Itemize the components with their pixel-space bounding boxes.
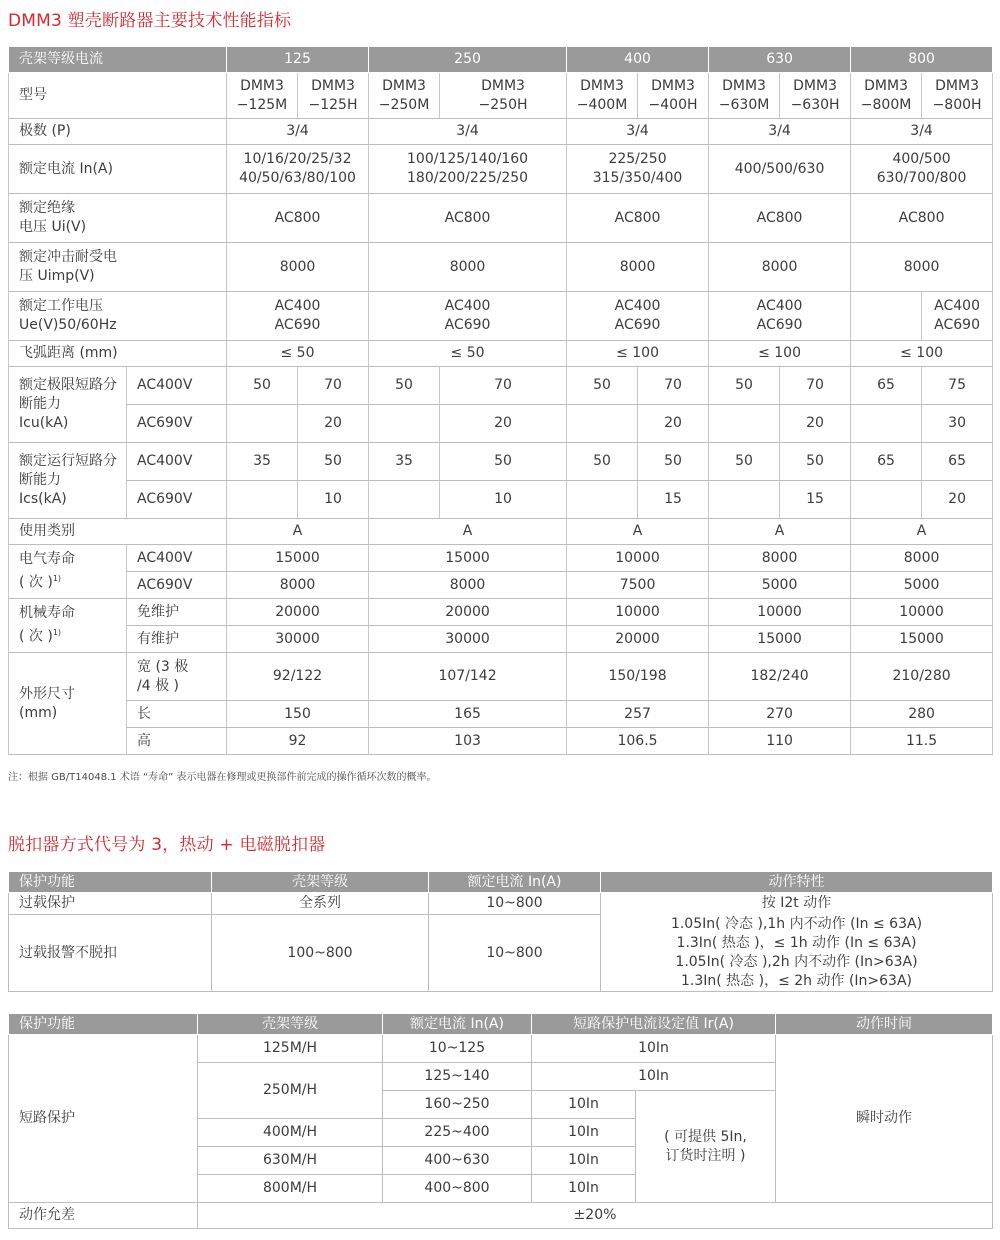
mechanical-life-footnote: 1) bbox=[52, 628, 62, 638]
t3-header-setting: 短路保护电流设定值 Ir(A) bbox=[532, 1014, 776, 1035]
t3-header-current: 额定电流 In(A) bbox=[383, 1014, 532, 1035]
empty-cell bbox=[851, 292, 922, 341]
model-cell: DMM3 −630M bbox=[709, 73, 780, 119]
category-cell: A bbox=[851, 519, 993, 545]
arc-distance-cell: ≤ 50 bbox=[227, 341, 369, 367]
empty-cell bbox=[851, 481, 922, 519]
icu-cell: 70 bbox=[298, 367, 369, 405]
overload-frame: 全系列 bbox=[212, 893, 429, 915]
frame-250: 250 bbox=[369, 47, 567, 73]
t3-header-function: 保护功能 bbox=[9, 1014, 198, 1035]
frame-630: 630 bbox=[709, 47, 851, 73]
poles-cell: 3/4 bbox=[709, 119, 851, 145]
impulse-voltage-label: 额定冲击耐受电 压 Uimp(V) bbox=[9, 243, 227, 292]
operating-voltage-label: 额定工作电压 Ue(V)50/60Hz bbox=[9, 292, 227, 341]
t2-header-current: 额定电流 In(A) bbox=[429, 872, 601, 893]
sc-setting: 10In bbox=[532, 1175, 636, 1203]
ics-cell: 65 bbox=[851, 443, 922, 481]
sc-current: 160~250 bbox=[383, 1091, 532, 1119]
sc-setting: 10In bbox=[532, 1119, 636, 1147]
ics-cell: 10 bbox=[440, 481, 567, 519]
elife-cell: 8000 bbox=[369, 572, 567, 599]
model-cell: DMM3 −800M bbox=[851, 73, 922, 119]
icu-cell: 20 bbox=[780, 405, 851, 443]
impulse-voltage-cell: 8000 bbox=[851, 243, 993, 292]
ics-cell: 35 bbox=[227, 443, 298, 481]
tolerance-label: 动作允差 bbox=[9, 1203, 198, 1229]
elife-voltage-690: AC690V bbox=[127, 572, 227, 599]
overload-characteristic: 按 I2t 动作 bbox=[601, 893, 993, 915]
electrical-life-footnote: 1) bbox=[52, 574, 62, 584]
category-cell: A bbox=[567, 519, 709, 545]
ics-cell: 10 bbox=[298, 481, 369, 519]
mlife-cell: 15000 bbox=[709, 626, 851, 653]
poles-cell: 3/4 bbox=[567, 119, 709, 145]
ics-cell: 50 bbox=[567, 443, 638, 481]
char-line: 1.05In( 冷态 ),1h 内不动作 (In ≤ 63A) bbox=[670, 915, 923, 932]
dim-width-cell: 92/122 bbox=[227, 653, 369, 701]
rated-current-cell: 400/500/630 bbox=[709, 145, 851, 194]
icu-voltage-400: AC400V bbox=[127, 367, 227, 405]
alarm-current: 10~800 bbox=[429, 915, 601, 992]
mechanical-life-label bbox=[9, 599, 127, 653]
dim-length-cell: 270 bbox=[709, 701, 851, 728]
elife-cell: 8000 bbox=[227, 572, 369, 599]
mlife-maint-label: 有维护 bbox=[127, 626, 227, 653]
icu-cell: 30 bbox=[922, 405, 993, 443]
dim-height-cell: 92 bbox=[227, 728, 369, 755]
t2-header-frame: 壳架等级 bbox=[212, 872, 429, 893]
poles-cell: 3/4 bbox=[851, 119, 993, 145]
model-cell: DMM3 −250M bbox=[369, 73, 440, 119]
ics-cell: 50 bbox=[709, 443, 780, 481]
dim-width-cell: 150/198 bbox=[567, 653, 709, 701]
dim-height-cell: 11.5 bbox=[851, 728, 993, 755]
empty-cell bbox=[369, 481, 440, 519]
overload-label: 过载保护 bbox=[9, 893, 212, 915]
dim-length-cell: 150 bbox=[227, 701, 369, 728]
ics-label: 额定运行短路分 断能力 Ics(kA) bbox=[9, 443, 127, 519]
dim-width-label: 宽 (3 极 /4 极 ) bbox=[127, 653, 227, 701]
elife-cell: 15000 bbox=[227, 545, 369, 572]
insulation-voltage-cell: AC800 bbox=[227, 194, 369, 243]
frame-header: 壳架等级电流 bbox=[9, 47, 227, 73]
sc-current: 400~630 bbox=[383, 1147, 532, 1175]
ics-cell: 65 bbox=[922, 443, 993, 481]
ics-cell: 15 bbox=[780, 481, 851, 519]
trip-unit-title: 脱扣器方式代号为 3，热动 + 电磁脱扣器 bbox=[8, 835, 326, 855]
sc-current: 10~125 bbox=[383, 1035, 532, 1063]
sc-current: 400~800 bbox=[383, 1175, 532, 1203]
mlife-cell: 20000 bbox=[567, 626, 709, 653]
impulse-voltage-cell: 8000 bbox=[369, 243, 567, 292]
dim-height-cell: 103 bbox=[369, 728, 567, 755]
short-circuit-table bbox=[8, 1013, 993, 1229]
spec-table bbox=[8, 46, 993, 755]
alarm-frame: 100~800 bbox=[212, 915, 429, 992]
icu-cell: 70 bbox=[638, 367, 709, 405]
sc-current: 125~140 bbox=[383, 1063, 532, 1091]
dim-length-cell: 257 bbox=[567, 701, 709, 728]
mlife-free-label: 免维护 bbox=[127, 599, 227, 626]
dim-width-cell: 107/142 bbox=[369, 653, 567, 701]
dim-length-label: 长 bbox=[127, 701, 227, 728]
empty-cell bbox=[709, 481, 780, 519]
operating-voltage-cell: AC400 AC690 bbox=[709, 292, 851, 341]
elife-cell: 10000 bbox=[567, 545, 709, 572]
elife-cell: 5000 bbox=[709, 572, 851, 599]
ics-cell: 50 bbox=[440, 443, 567, 481]
empty-cell bbox=[227, 481, 298, 519]
insulation-voltage-cell: AC800 bbox=[567, 194, 709, 243]
category-cell: A bbox=[227, 519, 369, 545]
insulation-voltage-cell: AC800 bbox=[709, 194, 851, 243]
ics-cell: 35 bbox=[369, 443, 440, 481]
overload-current: 10~800 bbox=[429, 893, 601, 915]
operating-voltage-cell: AC400 AC690 bbox=[227, 292, 369, 341]
sc-option-note: ( 可提供 5In, 订货时注明 ) bbox=[636, 1091, 776, 1203]
icu-cell: 50 bbox=[567, 367, 638, 405]
operating-voltage-cell: AC400 AC690 bbox=[922, 292, 993, 341]
elife-cell: 8000 bbox=[709, 545, 851, 572]
ics-cell: 50 bbox=[298, 443, 369, 481]
arc-distance-label: 飞弧距离 (mm) bbox=[9, 341, 227, 367]
arc-distance-cell: ≤ 50 bbox=[369, 341, 567, 367]
sc-time: 瞬时动作 bbox=[776, 1035, 993, 1203]
mlife-cell: 10000 bbox=[709, 599, 851, 626]
impulse-voltage-cell: 8000 bbox=[709, 243, 851, 292]
poles-label: 极数 (P) bbox=[9, 119, 227, 145]
short-circuit-label: 短路保护 bbox=[9, 1035, 198, 1203]
sc-current: 225~400 bbox=[383, 1119, 532, 1147]
mechanical-life-text: 机械寿命 ( 次 ) bbox=[19, 605, 75, 645]
alarm-characteristic bbox=[601, 915, 993, 992]
dim-length-cell: 165 bbox=[369, 701, 567, 728]
alarm-label: 过载报警不脱扣 bbox=[9, 915, 212, 992]
poles-cell: 3/4 bbox=[369, 119, 567, 145]
icu-cell: 50 bbox=[227, 367, 298, 405]
model-cell: DMM3 −400H bbox=[638, 73, 709, 119]
sc-setting: 10In bbox=[532, 1147, 636, 1175]
ics-cell: 50 bbox=[780, 443, 851, 481]
mlife-cell: 20000 bbox=[227, 599, 369, 626]
icu-cell: 65 bbox=[851, 367, 922, 405]
category-cell: A bbox=[369, 519, 567, 545]
model-cell: DMM3 −630H bbox=[780, 73, 851, 119]
arc-distance-cell: ≤ 100 bbox=[709, 341, 851, 367]
dim-length-cell: 280 bbox=[851, 701, 993, 728]
operating-voltage-cell: AC400 AC690 bbox=[369, 292, 567, 341]
t2-header-function: 保护功能 bbox=[9, 872, 212, 893]
impulse-voltage-cell: 8000 bbox=[567, 243, 709, 292]
model-cell: DMM3 −800H bbox=[922, 73, 993, 119]
category-cell: A bbox=[709, 519, 851, 545]
sc-frame: 125M/H bbox=[198, 1035, 383, 1063]
frame-800: 800 bbox=[851, 47, 993, 73]
empty-cell bbox=[851, 405, 922, 443]
sc-frame: 800M/H bbox=[198, 1175, 383, 1203]
char-line: 1.3In( 热态 )，≤ 1h 动作 (In ≤ 63A) bbox=[676, 934, 917, 951]
icu-cell: 75 bbox=[922, 367, 993, 405]
icu-cell: 20 bbox=[638, 405, 709, 443]
electrical-life-label bbox=[9, 545, 127, 599]
model-label: 型号 bbox=[9, 73, 227, 119]
ics-cell: 15 bbox=[638, 481, 709, 519]
dim-width-cell: 210/280 bbox=[851, 653, 993, 701]
insulation-voltage-label: 额定绝缘 电压 Ui(V) bbox=[9, 194, 227, 243]
model-cell: DMM3 −125M bbox=[227, 73, 298, 119]
model-cell: DMM3 −400M bbox=[567, 73, 638, 119]
dim-height-cell: 106.5 bbox=[567, 728, 709, 755]
sc-frame: 400M/H bbox=[198, 1119, 383, 1147]
icu-cell: 20 bbox=[298, 405, 369, 443]
category-label: 使用类别 bbox=[9, 519, 227, 545]
ics-voltage-400: AC400V bbox=[127, 443, 227, 481]
elife-voltage-400: AC400V bbox=[127, 545, 227, 572]
model-cell: DMM3 −125H bbox=[298, 73, 369, 119]
frame-125: 125 bbox=[227, 47, 369, 73]
icu-cell: 20 bbox=[440, 405, 567, 443]
footnote: 注：根据 GB/T14048.1 术语 “寿命” 表示电器在修理或更换部件前完成的操作循环次数的概率。 bbox=[8, 772, 437, 783]
icu-cell: 70 bbox=[440, 367, 567, 405]
mlife-cell: 15000 bbox=[851, 626, 993, 653]
elife-cell: 15000 bbox=[369, 545, 567, 572]
ics-voltage-690: AC690V bbox=[127, 481, 227, 519]
rated-current-cell: 225/250 315/350/400 bbox=[567, 145, 709, 194]
arc-distance-cell: ≤ 100 bbox=[851, 341, 993, 367]
rated-current-cell: 10/16/20/25/32 40/50/63/80/100 bbox=[227, 145, 369, 194]
sc-setting: 10In bbox=[532, 1035, 776, 1063]
poles-cell: 3/4 bbox=[227, 119, 369, 145]
elife-cell: 8000 bbox=[851, 545, 993, 572]
sc-setting: 10In bbox=[532, 1091, 636, 1119]
empty-cell bbox=[567, 405, 638, 443]
t2-header-characteristic: 动作特性 bbox=[601, 872, 993, 893]
spec-title: DMM3 塑壳断路器主要技术性能指标 bbox=[8, 11, 292, 31]
rated-current-label: 额定电流 In(A) bbox=[9, 145, 227, 194]
frame-400: 400 bbox=[567, 47, 709, 73]
electrical-life-text: 电气寿命 ( 次 ) bbox=[19, 551, 75, 591]
mlife-cell: 10000 bbox=[567, 599, 709, 626]
elife-cell: 5000 bbox=[851, 572, 993, 599]
mlife-cell: 30000 bbox=[227, 626, 369, 653]
dim-height-cell: 110 bbox=[709, 728, 851, 755]
t3-header-time: 动作时间 bbox=[776, 1014, 993, 1035]
dim-height-label: 高 bbox=[127, 728, 227, 755]
icu-cell: 50 bbox=[369, 367, 440, 405]
icu-label: 额定极限短路分 断能力 Icu(kA) bbox=[9, 367, 127, 443]
char-line: 1.05In( 冷态 ),2h 内不动作 (In>63A) bbox=[675, 953, 918, 970]
t3-header-frame: 壳架等级 bbox=[198, 1014, 383, 1035]
icu-cell: 50 bbox=[709, 367, 780, 405]
char-line: 1.3In( 热态 )，≤ 2h 动作 (In>63A) bbox=[681, 972, 912, 989]
empty-cell bbox=[709, 405, 780, 443]
sc-frame: 250M/H bbox=[198, 1063, 383, 1119]
dim-width-cell: 182/240 bbox=[709, 653, 851, 701]
rated-current-cell: 400/500 630/700/800 bbox=[851, 145, 993, 194]
dimensions-label: 外形尺寸 (mm) bbox=[9, 653, 127, 755]
model-cell: DMM3 −250H bbox=[440, 73, 567, 119]
sc-setting: 10In bbox=[532, 1063, 776, 1091]
mlife-cell: 30000 bbox=[369, 626, 567, 653]
ics-cell: 20 bbox=[922, 481, 993, 519]
mlife-cell: 10000 bbox=[851, 599, 993, 626]
icu-voltage-690: AC690V bbox=[127, 405, 227, 443]
icu-cell: 70 bbox=[780, 367, 851, 405]
mlife-cell: 20000 bbox=[369, 599, 567, 626]
empty-cell bbox=[567, 481, 638, 519]
insulation-voltage-cell: AC800 bbox=[851, 194, 993, 243]
insulation-voltage-cell: AC800 bbox=[369, 194, 567, 243]
empty-cell bbox=[227, 405, 298, 443]
operating-voltage-cell: AC400 AC690 bbox=[567, 292, 709, 341]
elife-cell: 7500 bbox=[567, 572, 709, 599]
empty-cell bbox=[369, 405, 440, 443]
rated-current-cell: 100/125/140/160 180/200/225/250 bbox=[369, 145, 567, 194]
ics-cell: 50 bbox=[638, 443, 709, 481]
thermal-magnetic-table bbox=[8, 871, 993, 992]
arc-distance-cell: ≤ 100 bbox=[567, 341, 709, 367]
impulse-voltage-cell: 8000 bbox=[227, 243, 369, 292]
tolerance-value: ±20% bbox=[198, 1203, 993, 1229]
sc-frame: 630M/H bbox=[198, 1147, 383, 1175]
